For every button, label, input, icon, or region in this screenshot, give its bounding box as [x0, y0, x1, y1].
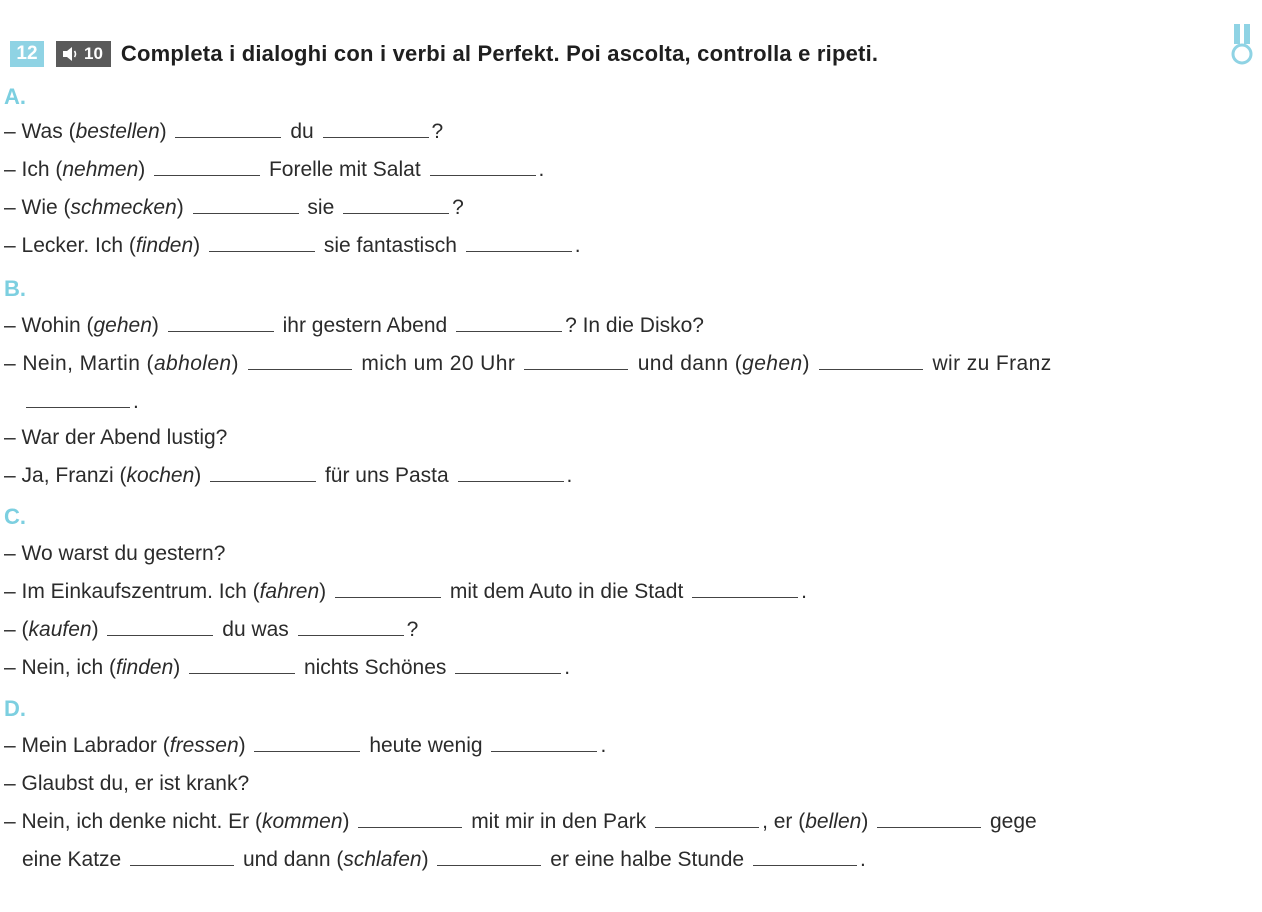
- medal-icon: [1230, 22, 1254, 68]
- answer-blank[interactable]: [193, 209, 299, 214]
- answer-blank[interactable]: [210, 477, 316, 482]
- dialogue-line-a4: – Lecker. Ich (finden) sie fantastisch .: [4, 234, 581, 257]
- dialogue-line-d1: – Mein Labrador (fressen) heute wenig .: [4, 734, 607, 757]
- answer-blank[interactable]: [877, 823, 981, 828]
- answer-blank[interactable]: [130, 861, 234, 866]
- dialogue-line-a2: – Ich (nehmen) Forelle mit Salat .: [4, 158, 545, 181]
- answer-blank[interactable]: [298, 631, 404, 636]
- dialogue-line-a1: – Was (bestellen) du ?: [4, 120, 444, 143]
- answer-blank[interactable]: [655, 823, 759, 828]
- answer-blank[interactable]: [491, 747, 597, 752]
- audio-track-number: 10: [84, 44, 103, 63]
- answer-blank[interactable]: [692, 593, 798, 598]
- audio-track-button[interactable]: [56, 41, 111, 67]
- section-label-c: C.: [4, 504, 26, 529]
- section-label-d: D.: [4, 696, 26, 721]
- answer-blank[interactable]: [358, 823, 462, 828]
- answer-blank[interactable]: [323, 133, 429, 138]
- answer-blank[interactable]: [335, 593, 441, 598]
- dialogue-line-a3: – Wie (schmecken) sie ?: [4, 196, 464, 219]
- answer-blank[interactable]: [343, 209, 449, 214]
- answer-blank[interactable]: [209, 247, 315, 252]
- answer-blank[interactable]: [753, 861, 857, 866]
- answer-blank[interactable]: [154, 171, 260, 176]
- section-label-a: A.: [4, 84, 26, 109]
- dialogue-line-b4: – Ja, Franzi (kochen) für uns Pasta .: [4, 464, 573, 487]
- dialogue-line-b2: – Nein, Martin (abholen) mich um 20 Uhr und dann (gehen) wir zu Franz: [4, 352, 1052, 375]
- dialogue-line-b3: – War der Abend lustig?: [4, 426, 228, 449]
- dialogue-line-c1: – Wo warst du gestern?: [4, 542, 226, 565]
- answer-blank[interactable]: [524, 365, 628, 370]
- answer-blank[interactable]: [458, 477, 564, 482]
- answer-blank[interactable]: [189, 669, 295, 674]
- dialogue-line-c3: – (kaufen) du was ?: [4, 618, 419, 641]
- answer-blank[interactable]: [168, 327, 274, 332]
- answer-blank[interactable]: [430, 171, 536, 176]
- answer-blank[interactable]: [819, 365, 923, 370]
- answer-blank[interactable]: [455, 669, 561, 674]
- answer-blank[interactable]: [437, 861, 541, 866]
- dialogue-line-c4: – Nein, ich (finden) nichts Schönes .: [4, 656, 571, 679]
- dialogue-line-b2-continued: .: [4, 388, 139, 416]
- answer-blank[interactable]: [107, 631, 213, 636]
- section-label-b: B.: [4, 276, 26, 301]
- answer-blank[interactable]: [248, 365, 352, 370]
- answer-blank[interactable]: [456, 327, 562, 332]
- dialogue-line-c2: – Im Einkaufszentrum. Ich (fahren) mit dem Auto in die Stadt .: [4, 580, 807, 603]
- speaker-icon: [62, 46, 80, 62]
- dialogue-line-b1: – Wohin (gehen) ihr gestern Abend ? In die Disko?: [4, 314, 704, 337]
- dialogue-line-d4: eine Katze und dann (schlafen) er eine halbe Stunde .: [22, 848, 866, 871]
- answer-blank[interactable]: [254, 747, 360, 752]
- exercise-instruction: Completa i dialoghi con i verbi al Perfekt. Poi ascolta, controlla e ripeti.: [120, 41, 879, 66]
- exercise-number-badge: 12: [10, 41, 44, 67]
- exercise-header: [10, 38, 878, 70]
- answer-blank[interactable]: [26, 403, 130, 408]
- answer-blank[interactable]: [175, 133, 281, 138]
- dialogue-line-d2: – Glaubst du, er ist krank?: [4, 772, 250, 795]
- answer-blank[interactable]: [466, 247, 572, 252]
- dialogue-line-d3: – Nein, ich denke nicht. Er (kommen) mit mir in den Park , er (bellen) gege: [4, 810, 1037, 833]
